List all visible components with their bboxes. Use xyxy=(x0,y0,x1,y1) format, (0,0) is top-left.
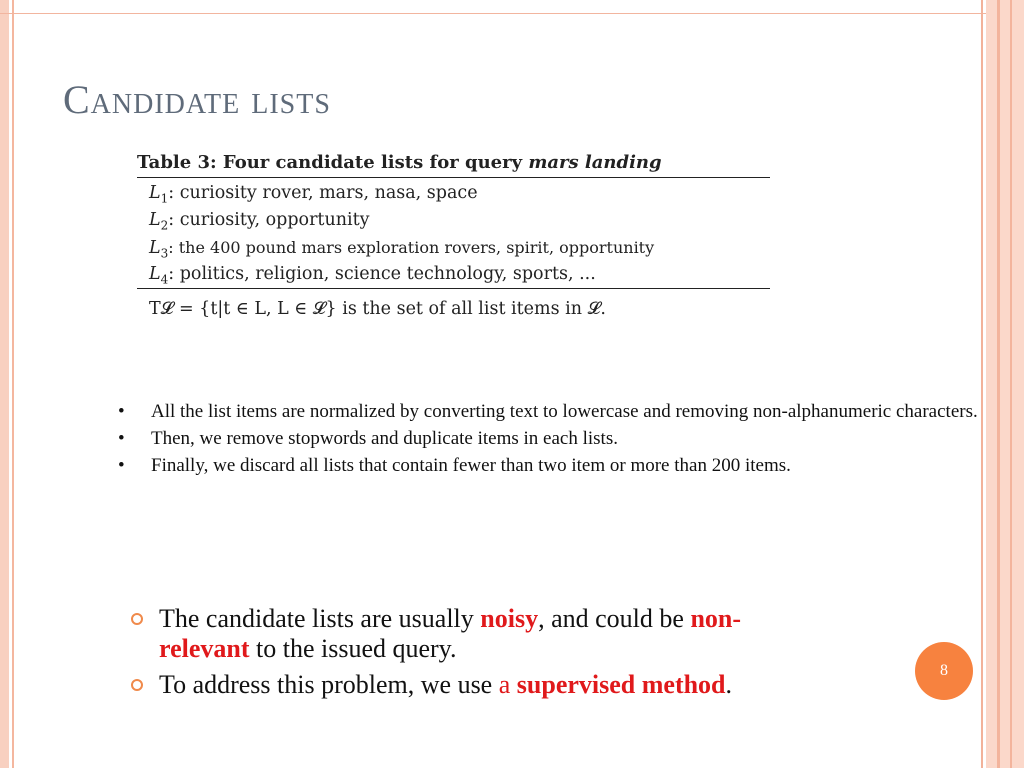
highlight-article: a xyxy=(498,670,517,699)
table-row xyxy=(149,207,770,234)
bullet-icon: • xyxy=(118,428,125,449)
frame-right-stripe xyxy=(997,0,1000,768)
highlight-non-relevant: non-relevant xyxy=(159,604,742,663)
frame-left-line xyxy=(12,0,14,768)
frame-top-line xyxy=(0,13,1024,14)
key-point-text: to the issued query. xyxy=(249,634,457,663)
table-row xyxy=(149,234,770,261)
table-caption-prefix: Table 3: Four candidate lists for query xyxy=(137,152,529,173)
table-rows xyxy=(137,178,770,289)
preprocessing-steps-list xyxy=(118,398,982,479)
page-number-badge: 8 xyxy=(915,642,973,700)
row-text: : curiosity, opportunity xyxy=(168,210,370,230)
list-item xyxy=(118,398,982,425)
ring-bullet-icon xyxy=(131,679,143,691)
key-point-text: , and could be xyxy=(538,604,691,633)
row-label: $L_3$ xyxy=(149,238,169,261)
list-item-text: All the list items are normalized by converting text to lowercase and removing non-alphanumeric characters. xyxy=(151,401,978,422)
list-item xyxy=(118,425,982,452)
table-caption xyxy=(137,152,770,178)
set-definition-formula: T𝓛 = {t|t ∈ L, L ∈ 𝓛} is the set of all list items in 𝓛. xyxy=(149,299,606,319)
highlight-noisy: noisy xyxy=(480,604,539,633)
bullet-icon: • xyxy=(118,455,125,476)
list-item xyxy=(118,452,982,479)
row-text: : curiosity rover, mars, nasa, space xyxy=(168,183,478,203)
row-text: : the 400 pound mars exploration rovers, spirit, opportunity xyxy=(168,238,655,257)
ring-bullet-icon xyxy=(131,613,143,625)
frame-right-stripe-outer xyxy=(1010,0,1012,768)
row-label: $L_4$ xyxy=(149,264,169,287)
candidate-lists-table xyxy=(137,152,770,319)
key-point xyxy=(130,604,830,664)
bullet-icon: • xyxy=(118,401,125,422)
frame-left-band xyxy=(0,0,9,768)
table-row xyxy=(149,261,770,288)
table-row xyxy=(149,180,770,207)
list-item-text: Finally, we discard all lists that contain fewer than two item or more than 200 items. xyxy=(151,455,791,476)
key-point-text: To address this problem, we use xyxy=(159,670,499,699)
key-point-text: . xyxy=(725,670,733,699)
row-text: : politics, religion, science technology, sports, ... xyxy=(168,264,596,284)
row-label: $L_1$ xyxy=(149,183,169,206)
slide-title: Candidate lists xyxy=(63,77,331,122)
key-point xyxy=(130,670,830,700)
row-label: $L_2$ xyxy=(149,210,169,233)
highlight-supervised-method: supervised method xyxy=(516,670,726,699)
key-point-text: The candidate lists are usually xyxy=(159,604,481,633)
frame-right-line xyxy=(981,0,983,768)
list-item-text: Then, we remove stopwords and duplicate items in each lists. xyxy=(151,428,618,449)
table-caption-query: mars landing xyxy=(528,152,662,173)
frame-right-band xyxy=(986,0,1024,768)
key-points-list xyxy=(130,604,830,706)
